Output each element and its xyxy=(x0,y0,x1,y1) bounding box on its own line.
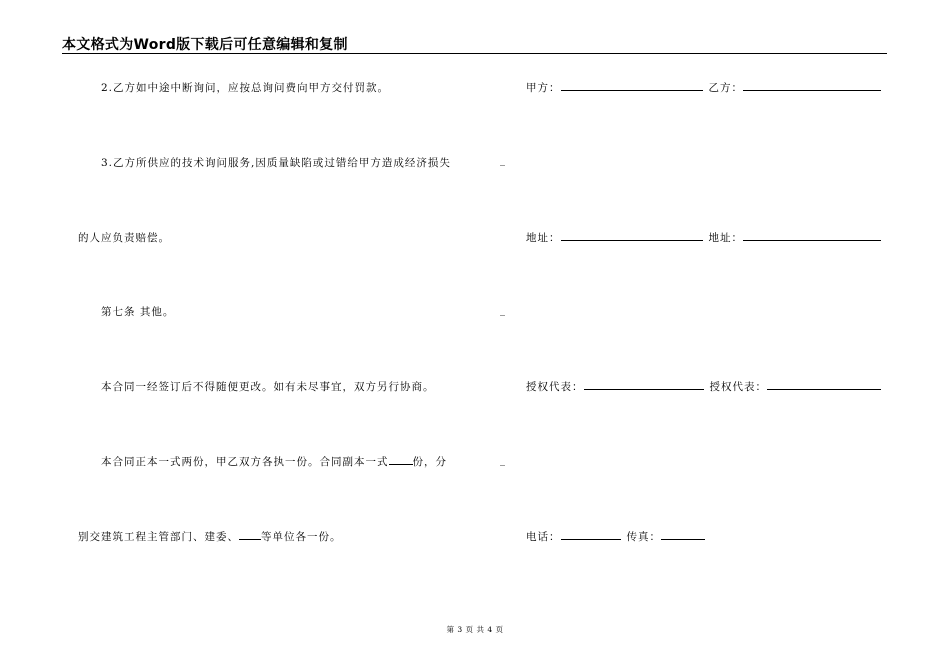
rep-b-field[interactable] xyxy=(767,379,881,390)
party-b-field[interactable] xyxy=(743,80,881,91)
rep-a-field[interactable] xyxy=(584,379,704,390)
rep-b-label: 授权代表： xyxy=(709,381,767,393)
copies-clause-part-2: 份，分 xyxy=(412,456,447,468)
address-b-field[interactable] xyxy=(743,230,881,241)
distribution-part-2: 等单位各一份。 xyxy=(261,531,342,543)
clause-3-text: 3.乙方所供应的技术询问服务,因质量缺陷或过错给甲方造成经济损失 xyxy=(101,157,451,169)
dash-mark: _ xyxy=(500,455,505,466)
representative-row xyxy=(526,379,881,394)
amendment-clause-text: 本合同一经签订后不得随便更改。如有未尽事宜，双方另行协商。 xyxy=(101,381,435,393)
document-header-title: 本文格式为Word版下载后可任意编辑和复制 xyxy=(62,37,348,53)
copies-clause-continuation xyxy=(78,529,342,544)
party-b-label: 乙方： xyxy=(708,82,743,94)
phone-field[interactable] xyxy=(561,529,621,540)
rep-a-label: 授权代表： xyxy=(526,381,584,393)
dash-mark: _ xyxy=(500,155,505,166)
address-row xyxy=(526,230,881,245)
party-a-label: 甲方： xyxy=(526,82,561,94)
address-a-label: 地址： xyxy=(526,232,561,244)
distribution-part-1: 别交建筑工程主管部门、建委、 xyxy=(78,531,239,543)
clause-3-continuation: 的人应负责赔偿。 xyxy=(78,232,170,244)
party-row xyxy=(526,80,881,95)
fax-label: 传真： xyxy=(626,531,661,543)
dash-mark: _ xyxy=(500,305,505,316)
copies-clause-text xyxy=(101,454,447,469)
copies-count-blank[interactable] xyxy=(389,454,413,465)
party-a-field[interactable] xyxy=(561,80,703,91)
article-7-heading: 第七条 其他。 xyxy=(101,306,175,318)
address-b-label: 地址： xyxy=(708,232,743,244)
clause-2-text: 2.乙方如中途中断询问，应按总询问费向甲方交付罚款。 xyxy=(101,82,390,94)
page-number: 第 3 页 共 4 页 xyxy=(446,625,504,634)
fax-field[interactable] xyxy=(661,529,705,540)
header-divider xyxy=(62,53,887,54)
distribution-units-blank[interactable] xyxy=(239,529,261,540)
copies-clause-part-1: 本合同正本一式两份，甲乙双方各执一份。合同副本一式 xyxy=(101,456,389,468)
contact-row xyxy=(526,529,705,544)
phone-label: 电话： xyxy=(526,531,561,543)
address-a-field[interactable] xyxy=(561,230,703,241)
